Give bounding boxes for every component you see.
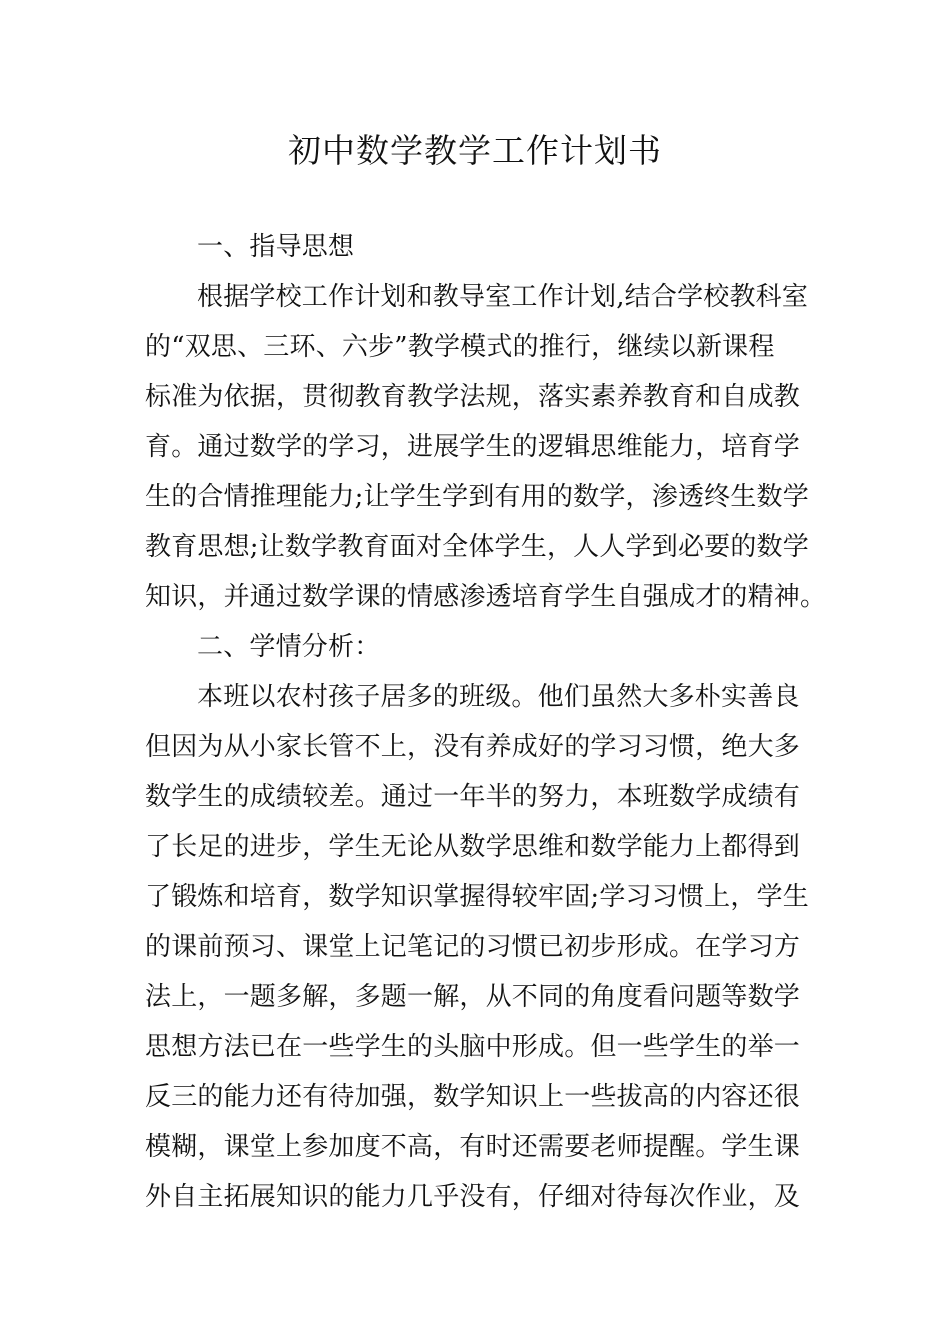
paragraph-line: 外自主拓展知识的能力几乎没有，仔细对待每次作业，及: [145, 1182, 801, 1212]
paragraph-line: 模糊，课堂上参加度不高，有时还需要老师提醒。学生课: [145, 1132, 801, 1162]
paragraph-line: 但因为从小家长管不上，没有养成好的学习习惯，绝大多: [145, 732, 801, 762]
document-title: 初中数学教学工作计划书: [288, 131, 662, 170]
paragraph-line: 思想方法已在一些学生的头脑中形成。但一些学生的举一: [145, 1032, 801, 1062]
paragraph-line: 数学生的成绩较差。通过一年半的努力，本班数学成绩有: [145, 782, 801, 812]
paragraph-line: 的课前预习、课堂上记笔记的习惯已初步形成。在学习方: [145, 932, 801, 962]
paragraph-line: 根据学校工作计划和教导室工作计划,结合学校教科室: [197, 282, 809, 312]
paragraph-line: 了锻炼和培育，数学知识掌握得较牢固;学习习惯上，学生: [145, 882, 809, 912]
paragraph-line: 法上，一题多解，多题一解，从不同的角度看问题等数学: [145, 982, 801, 1012]
paragraph-line: 教育思想;让数学教育面对全体学生，人人学到必要的数学: [145, 532, 809, 562]
paragraph-line: 本班以农村孩子居多的班级。他们虽然大多朴实善良: [197, 682, 800, 712]
paragraph-line: 标准为依据，贯彻教育教学法规，落实素养教育和自成教: [145, 382, 801, 412]
document-body: [145, 222, 827, 1222]
paragraph-line: 生的合情推理能力;让学生学到有用的数学，渗透终生数学: [145, 482, 809, 512]
section-heading-guiding-ideology: 一、指导思想: [197, 232, 355, 262]
paragraph-line: 的“双思、三环、六步”教学模式的推行，继续以新课程: [145, 332, 775, 362]
paragraph-line: 育。通过数学的学习，进展学生的逻辑思维能力，培育学: [145, 432, 801, 462]
paragraph-line: 反三的能力还有待加强，数学知识上一些拔高的内容还很: [145, 1082, 801, 1112]
section-heading-student-analysis: 二、学情分析：: [197, 632, 381, 662]
paragraph-line: 知识，并通过数学课的情感渗透培育学生自强成才的精神。: [145, 582, 827, 612]
paragraph-line: 了长足的进步，学生无论从数学思维和数学能力上都得到: [145, 832, 801, 862]
